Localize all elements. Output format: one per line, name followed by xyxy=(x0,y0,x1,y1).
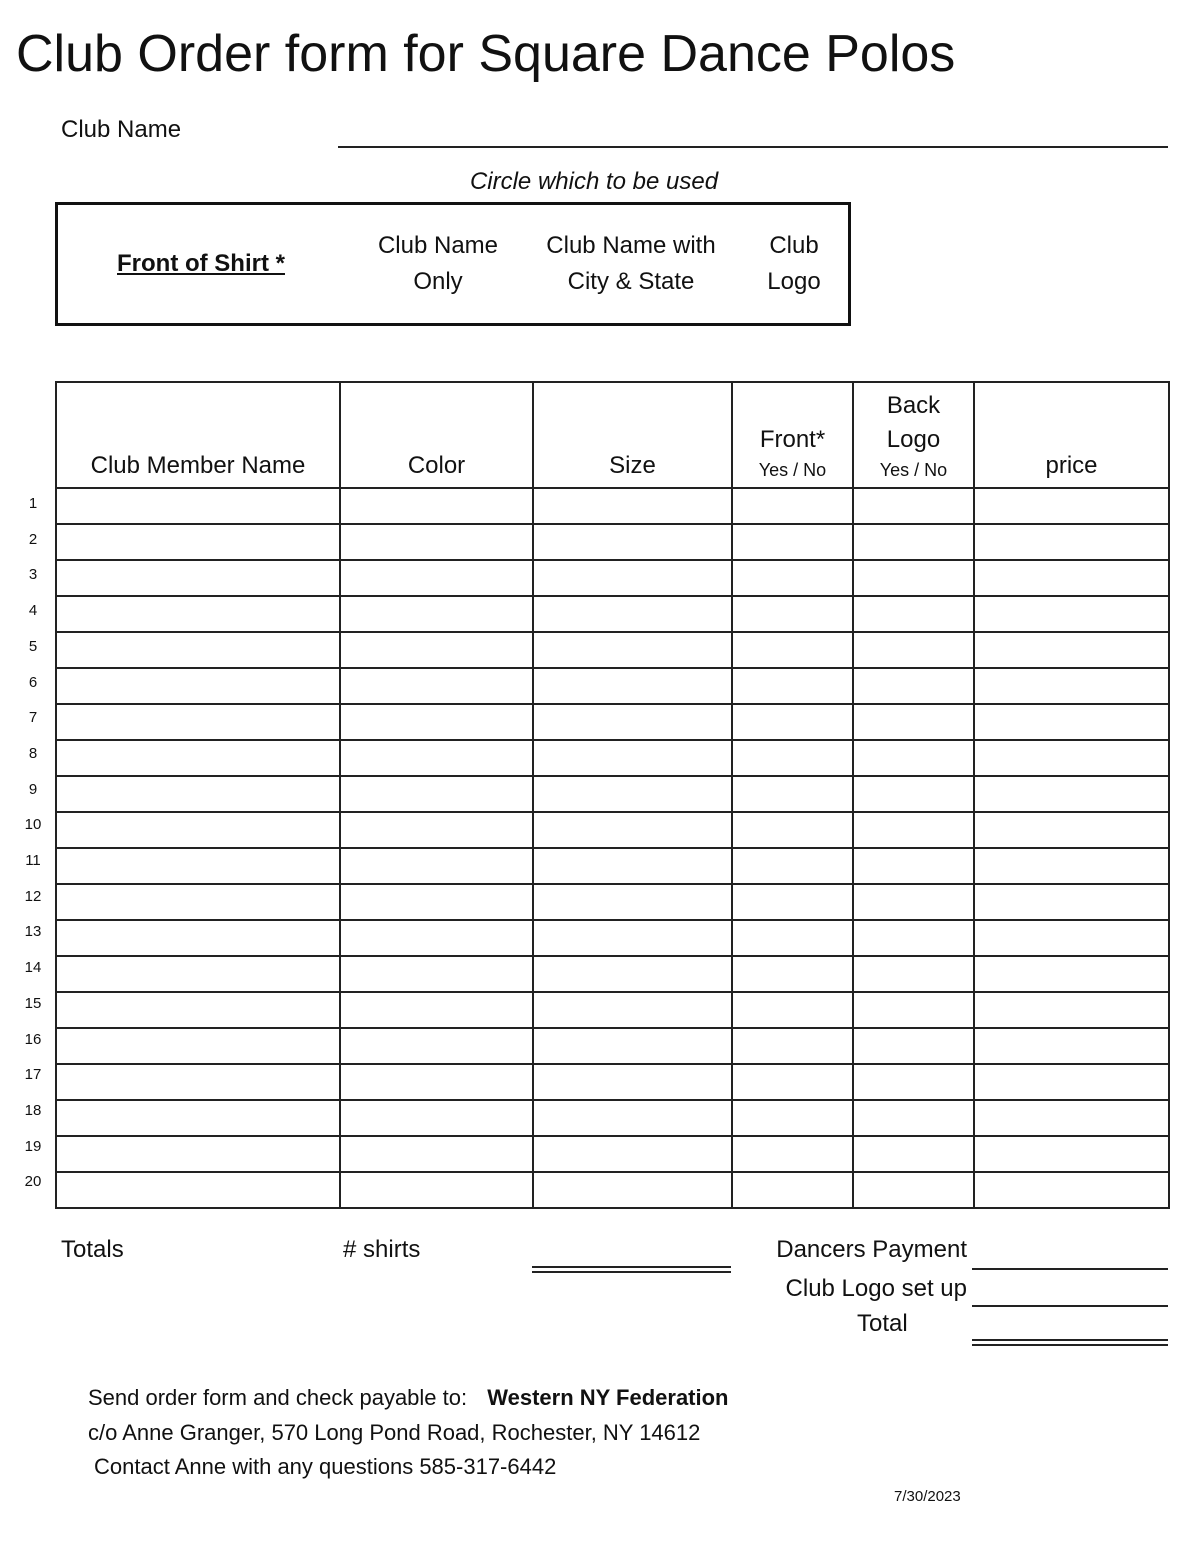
cell-price[interactable] xyxy=(974,596,1169,632)
row-number: 12 xyxy=(24,887,42,905)
table-row xyxy=(56,776,1169,812)
cell-color[interactable] xyxy=(340,956,533,992)
cell-color[interactable] xyxy=(340,1172,533,1208)
cell-back-logo[interactable] xyxy=(853,956,974,992)
cell-member-name[interactable] xyxy=(56,1100,340,1136)
club-logo-setup-field[interactable] xyxy=(972,1305,1168,1307)
cell-size[interactable] xyxy=(533,956,732,992)
cell-color[interactable] xyxy=(340,920,533,956)
cell-size[interactable] xyxy=(533,740,732,776)
cell-color[interactable] xyxy=(340,488,533,524)
cell-color[interactable] xyxy=(340,812,533,848)
cell-member-name[interactable] xyxy=(56,1136,340,1172)
cell-price[interactable] xyxy=(974,776,1169,812)
form-date: 7/30/2023 xyxy=(894,1488,961,1505)
cell-front[interactable] xyxy=(732,668,853,704)
option-club-name-only[interactable]: Club Name Only xyxy=(377,232,499,295)
cell-back-logo[interactable] xyxy=(853,596,974,632)
cell-price[interactable] xyxy=(974,704,1169,740)
table-row xyxy=(56,560,1169,596)
cell-front[interactable] xyxy=(732,632,853,668)
cell-front[interactable] xyxy=(732,1100,853,1136)
shirts-count-label: # shirts xyxy=(343,1236,421,1263)
cell-price[interactable] xyxy=(974,488,1169,524)
cell-price[interactable] xyxy=(974,992,1169,1028)
cell-color[interactable] xyxy=(340,596,533,632)
cell-back-logo[interactable] xyxy=(853,524,974,560)
cell-member-name[interactable] xyxy=(56,560,340,596)
row-number: 18 xyxy=(24,1101,42,1119)
cell-back-logo[interactable] xyxy=(853,488,974,524)
cell-price[interactable] xyxy=(974,1136,1169,1172)
cell-back-logo[interactable] xyxy=(853,560,974,596)
cell-front[interactable] xyxy=(732,488,853,524)
cell-price[interactable] xyxy=(974,920,1169,956)
row-number: 15 xyxy=(24,994,42,1012)
cell-color[interactable] xyxy=(340,776,533,812)
header-color: Color xyxy=(340,382,533,488)
circle-instruction: Circle which to be used xyxy=(469,168,719,195)
cell-member-name[interactable] xyxy=(56,740,340,776)
cell-back-logo[interactable] xyxy=(853,1100,974,1136)
table-row xyxy=(56,668,1169,704)
cell-member-name[interactable] xyxy=(56,776,340,812)
cell-back-logo[interactable] xyxy=(853,1064,974,1100)
cell-back-logo[interactable] xyxy=(853,848,974,884)
cell-price[interactable] xyxy=(974,560,1169,596)
row-number: 9 xyxy=(28,780,38,798)
cell-size[interactable] xyxy=(533,848,732,884)
cell-color[interactable] xyxy=(340,848,533,884)
header-size: Size xyxy=(533,382,732,488)
front-of-shirt-box xyxy=(55,202,851,326)
cell-member-name[interactable] xyxy=(56,1028,340,1064)
table-row xyxy=(56,812,1169,848)
dancers-payment-field[interactable] xyxy=(972,1268,1168,1270)
cell-color[interactable] xyxy=(340,1136,533,1172)
cell-price[interactable] xyxy=(974,1028,1169,1064)
cell-front[interactable] xyxy=(732,956,853,992)
cell-color[interactable] xyxy=(340,704,533,740)
row-number: 13 xyxy=(24,923,42,941)
cell-back-logo[interactable] xyxy=(853,668,974,704)
row-number: 19 xyxy=(24,1137,42,1155)
cell-price[interactable] xyxy=(974,848,1169,884)
row-number: 3 xyxy=(28,566,38,584)
table-row xyxy=(56,884,1169,920)
order-table xyxy=(55,381,1170,1209)
cell-color[interactable] xyxy=(340,632,533,668)
cell-color[interactable] xyxy=(340,1028,533,1064)
cell-color[interactable] xyxy=(340,1064,533,1100)
cell-size[interactable] xyxy=(533,920,732,956)
front-of-shirt-label: Front of Shirt * xyxy=(117,250,285,277)
cell-size[interactable] xyxy=(533,596,732,632)
shirts-count-field[interactable] xyxy=(532,1266,731,1273)
cell-size[interactable] xyxy=(533,668,732,704)
total-field[interactable] xyxy=(972,1339,1168,1346)
cell-size[interactable] xyxy=(533,884,732,920)
cell-color[interactable] xyxy=(340,524,533,560)
cell-front[interactable] xyxy=(732,1172,853,1208)
header-front: Front* Yes / No xyxy=(732,382,853,488)
cell-back-logo[interactable] xyxy=(853,1172,974,1208)
cell-price[interactable] xyxy=(974,524,1169,560)
cell-member-name[interactable] xyxy=(56,488,340,524)
cell-color[interactable] xyxy=(340,1100,533,1136)
cell-front[interactable] xyxy=(732,704,853,740)
cell-member-name[interactable] xyxy=(56,920,340,956)
cell-member-name[interactable] xyxy=(56,1064,340,1100)
row-number: 1 xyxy=(28,495,38,512)
cell-size[interactable] xyxy=(533,1064,732,1100)
cell-front[interactable] xyxy=(732,776,853,812)
row-number: 8 xyxy=(28,744,38,762)
table-row xyxy=(56,1028,1169,1064)
row-number: 20 xyxy=(24,1173,42,1191)
cell-back-logo[interactable] xyxy=(853,884,974,920)
cell-color[interactable] xyxy=(340,992,533,1028)
cell-size[interactable] xyxy=(533,704,732,740)
cell-price[interactable] xyxy=(974,812,1169,848)
cell-member-name[interactable] xyxy=(56,704,340,740)
row-number: 11 xyxy=(25,852,41,869)
footer-address: c/o Anne Granger, 570 Long Pond Road, Rochester, NY 14612 xyxy=(88,1420,701,1445)
table-row xyxy=(56,488,1169,524)
cell-size[interactable] xyxy=(533,1136,732,1172)
cell-size[interactable] xyxy=(533,776,732,812)
cell-back-logo[interactable] xyxy=(853,740,974,776)
cell-size[interactable] xyxy=(533,1172,732,1208)
footer-payee: Western NY Federation xyxy=(487,1385,729,1410)
cell-back-logo[interactable] xyxy=(853,1028,974,1064)
cell-back-logo[interactable] xyxy=(853,704,974,740)
footer-contact: Contact Anne with any questions 585-317-6442 xyxy=(94,1454,557,1479)
table-row xyxy=(56,920,1169,956)
club-name-label: Club Name xyxy=(61,116,182,143)
cell-front[interactable] xyxy=(732,524,853,560)
cell-front[interactable] xyxy=(732,1028,853,1064)
cell-member-name[interactable] xyxy=(56,524,340,560)
totals-label: Totals xyxy=(61,1236,124,1263)
cell-member-name[interactable] xyxy=(56,668,340,704)
cell-size[interactable] xyxy=(533,488,732,524)
cell-size[interactable] xyxy=(533,632,732,668)
cell-member-name[interactable] xyxy=(56,992,340,1028)
cell-color[interactable] xyxy=(340,668,533,704)
cell-size[interactable] xyxy=(533,992,732,1028)
cell-member-name[interactable] xyxy=(56,632,340,668)
cell-price[interactable] xyxy=(974,632,1169,668)
row-number: 14 xyxy=(24,959,42,977)
header-member-name: Club Member Name xyxy=(56,382,340,488)
cell-size[interactable] xyxy=(533,812,732,848)
cell-back-logo[interactable] xyxy=(853,812,974,848)
cell-price[interactable] xyxy=(974,1064,1169,1100)
cell-color[interactable] xyxy=(340,884,533,920)
table-row xyxy=(56,992,1169,1028)
table-row xyxy=(56,632,1169,668)
row-number: 10 xyxy=(24,816,42,834)
cell-color[interactable] xyxy=(340,740,533,776)
row-number: 2 xyxy=(28,530,38,548)
cell-back-logo[interactable] xyxy=(853,920,974,956)
row-number: 5 xyxy=(28,637,38,655)
table-row xyxy=(56,956,1169,992)
footer-send-line xyxy=(88,1385,729,1411)
row-number: 4 xyxy=(28,602,38,620)
cell-front[interactable] xyxy=(732,884,853,920)
option-club-logo[interactable]: Club Logo xyxy=(767,232,821,295)
table-row xyxy=(56,1172,1169,1208)
cell-front[interactable] xyxy=(732,812,853,848)
cell-front[interactable] xyxy=(732,992,853,1028)
cell-color[interactable] xyxy=(340,560,533,596)
table-row xyxy=(56,1100,1169,1136)
total-label: Total xyxy=(857,1310,908,1337)
table-row xyxy=(56,704,1169,740)
table-row xyxy=(56,524,1169,560)
table-row xyxy=(56,740,1169,776)
cell-price[interactable] xyxy=(974,668,1169,704)
row-number: 6 xyxy=(28,673,38,691)
cell-back-logo[interactable] xyxy=(853,992,974,1028)
header-price: price xyxy=(974,382,1169,488)
table-header-row xyxy=(56,382,1169,488)
footer-send-text: Send order form and check payable to: xyxy=(88,1385,468,1410)
club-name-field[interactable] xyxy=(338,146,1168,148)
cell-member-name[interactable] xyxy=(56,812,340,848)
cell-price[interactable] xyxy=(974,1100,1169,1136)
cell-front[interactable] xyxy=(732,1136,853,1172)
cell-member-name[interactable] xyxy=(56,884,340,920)
club-logo-setup-label: Club Logo set up xyxy=(785,1275,967,1302)
cell-price[interactable] xyxy=(974,956,1169,992)
header-back-logo: Back Logo Yes / No xyxy=(853,382,974,488)
cell-member-name[interactable] xyxy=(56,848,340,884)
cell-front[interactable] xyxy=(732,1064,853,1100)
cell-front[interactable] xyxy=(732,848,853,884)
cell-size[interactable] xyxy=(533,1100,732,1136)
table-row xyxy=(56,1136,1169,1172)
table-row xyxy=(56,596,1169,632)
cell-front[interactable] xyxy=(732,920,853,956)
cell-price[interactable] xyxy=(974,740,1169,776)
cell-member-name[interactable] xyxy=(56,956,340,992)
table-row xyxy=(56,848,1169,884)
option-club-name-city-state[interactable]: Club Name with City & State xyxy=(546,232,716,295)
cell-back-logo[interactable] xyxy=(853,632,974,668)
cell-price[interactable] xyxy=(974,884,1169,920)
cell-price[interactable] xyxy=(974,1172,1169,1208)
cell-size[interactable] xyxy=(533,1028,732,1064)
cell-size[interactable] xyxy=(533,560,732,596)
page-title: Club Order form for Square Dance Polos xyxy=(16,25,956,83)
cell-front[interactable] xyxy=(732,596,853,632)
cell-back-logo[interactable] xyxy=(853,1136,974,1172)
cell-member-name[interactable] xyxy=(56,596,340,632)
table-row xyxy=(56,1064,1169,1100)
cell-back-logo[interactable] xyxy=(853,776,974,812)
row-number: 16 xyxy=(24,1030,42,1048)
cell-member-name[interactable] xyxy=(56,1172,340,1208)
cell-front[interactable] xyxy=(732,560,853,596)
cell-front[interactable] xyxy=(732,740,853,776)
cell-size[interactable] xyxy=(533,524,732,560)
row-number: 7 xyxy=(28,709,38,727)
row-number: 17 xyxy=(24,1066,42,1084)
dancers-payment-label: Dancers Payment xyxy=(776,1236,967,1263)
